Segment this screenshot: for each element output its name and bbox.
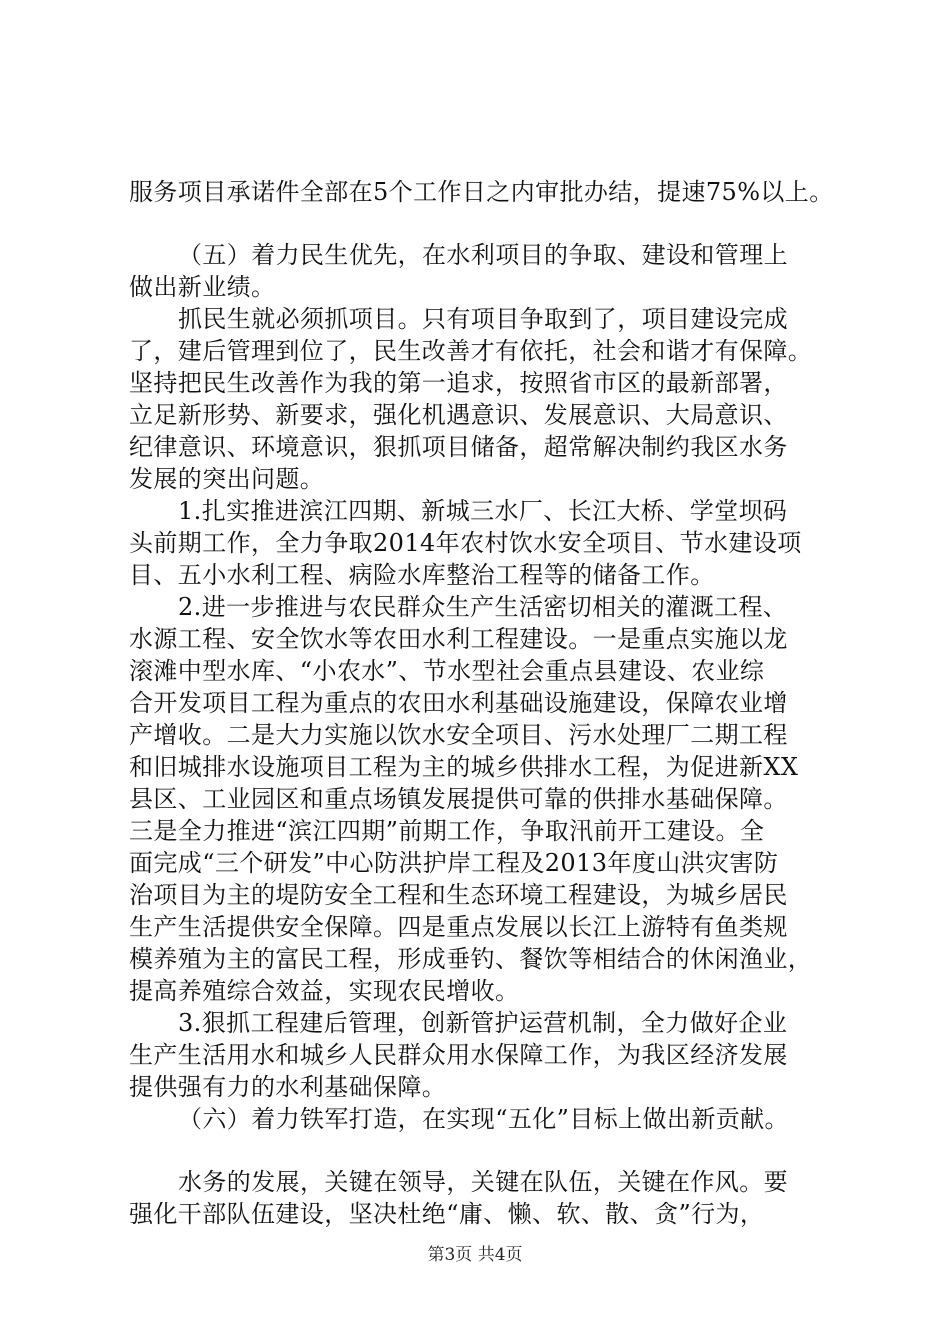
text-line: 提供强有力的水利基础保障。 xyxy=(129,1073,447,1101)
text-line: 滚滩中型水库、“小农水”、节水型社会重点县建设、农业综 xyxy=(129,657,765,685)
text-line: 面完成“三个研发”中心防洪护岸工程及2013年度山洪灾害防 xyxy=(129,849,779,877)
text-line: 生产生活用水和城乡人民群众用水保障工作，为我区经济发展 xyxy=(129,1041,788,1069)
text-line: 模养殖为主的富民工程，形成垂钓、餐饮等相结合的休闲渔业， xyxy=(129,945,813,973)
text-line: 头前期工作，全力争取2014年农村饮水安全项目、节水建设项 xyxy=(129,529,802,557)
text-line: 目、五小水利工程、病险水库整治工程等的储备工作。 xyxy=(129,561,715,589)
text-line: 三是全力推进“滨江四期”前期工作，争取汛前开工建设。全 xyxy=(129,817,765,845)
text-line: 和旧城排水设施项目工程为主的城乡供排水工程，为促进新XX xyxy=(129,753,799,781)
text-line: 纪律意识、环境意识，狠抓项目储备，超常解决制约我区水务 xyxy=(129,433,788,461)
text-line: 产增收。二是大力实施以饮水安全项目、污水处理厂二期工程 xyxy=(129,721,788,749)
text-line: 水源工程、安全饮水等农田水利工程建设。一是重点实施以龙 xyxy=(129,625,788,653)
text-line: 立足新形势、新要求，强化机遇意识、发展意识、大局意识、 xyxy=(129,401,788,429)
text-line: 生产生活提供安全保障。四是重点发展以长江上游特有鱼类规 xyxy=(129,913,788,941)
list-item-1: 1.扎实推进滨江四期、新城三水厂、长江大桥、学堂坝码 xyxy=(178,497,788,525)
text-line: 水务的发展，关键在领导，关键在队伍，关键在作风。要 xyxy=(178,1168,788,1196)
text-line: 抓民生就必须抓项目。只有项目争取到了，项目建设完成 xyxy=(178,305,788,333)
text-line: 发展的突出问题。 xyxy=(129,465,325,493)
text-line: 坚持把民生改善作为我的第一追求，按照省市区的最新部署， xyxy=(129,369,788,397)
section-heading: （六）着力铁军打造，在实现“五化”目标上做出新贡献。 xyxy=(178,1105,789,1133)
text-line: 服务项目承诺件全部在5个工作日之内审批办结，提速75%以上。 xyxy=(129,178,834,206)
section-heading-cont: 做出新业绩。 xyxy=(129,273,276,301)
list-item-2: 2.进一步推进与农民群众生产生活密切相关的灌溉工程、 xyxy=(178,593,788,621)
text-line: 强化干部队伍建设，坚决杜绝“庸、懒、软、散、贪”行为， xyxy=(129,1200,765,1228)
list-item-3: 3.狠抓工程建后管理，创新管护运营机制，全力做好企业 xyxy=(178,1009,788,1037)
text-line: 县区、工业园区和重点场镇发展提供可靠的供排水基础保障。 xyxy=(129,785,788,813)
text-line: 治项目为主的堤防安全工程和生态环境工程建设，为城乡居民 xyxy=(129,881,788,909)
text-line: 合开发项目工程为重点的农田水利基础设施建设，保障农业增 xyxy=(129,689,788,717)
page-number-footer: 第3页 共4页 xyxy=(427,1245,523,1265)
text-line: 了，建后管理到位了，民生改善才有依托，社会和谐才有保障。 xyxy=(129,337,813,365)
section-heading: （五）着力民生优先，在水利项目的争取、建设和管理上 xyxy=(178,241,788,269)
text-line: 提高养殖综合效益，实现农民增收。 xyxy=(129,977,520,1005)
